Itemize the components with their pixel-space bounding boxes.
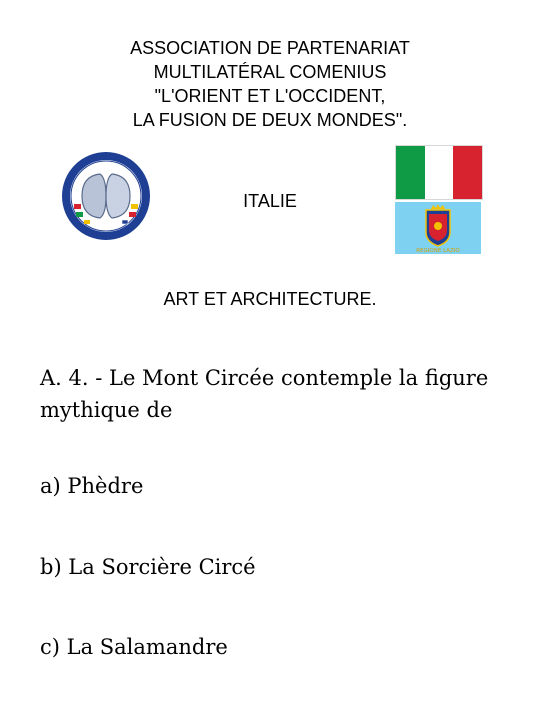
header-line-4: LA FUSION DE DEUX MONDES".	[132, 110, 408, 130]
flag-band-red	[453, 146, 482, 199]
answer-option-b[interactable]: b) La Sorcière Circé	[40, 555, 256, 579]
lazio-banner-text: REGIONE LAZIO	[416, 248, 460, 254]
answer-option-c[interactable]: c) La Salamandre	[40, 635, 228, 659]
document-header	[0, 36, 540, 132]
flag-band-white	[425, 146, 454, 199]
header-line-1: ASSOCIATION DE PARTENARIAT	[130, 38, 410, 58]
section-title: ART ET ARCHITECTURE.	[163, 289, 377, 309]
comenius-seal-logo	[60, 150, 152, 242]
italy-flag	[395, 145, 483, 200]
header-line-3: "L'ORIENT ET L'OCCIDENT,	[154, 86, 386, 106]
flag-band-green	[396, 146, 425, 199]
question-text: A. 4. - Le Mont Circée contemple la figure mythique de	[40, 366, 489, 422]
country-name: ITALIE	[243, 191, 297, 211]
lazio-region-flag	[395, 202, 481, 254]
header-line-2: MULTILATÉRAL COMENIUS	[153, 62, 387, 82]
answer-option-a[interactable]: a) Phèdre	[40, 474, 144, 498]
